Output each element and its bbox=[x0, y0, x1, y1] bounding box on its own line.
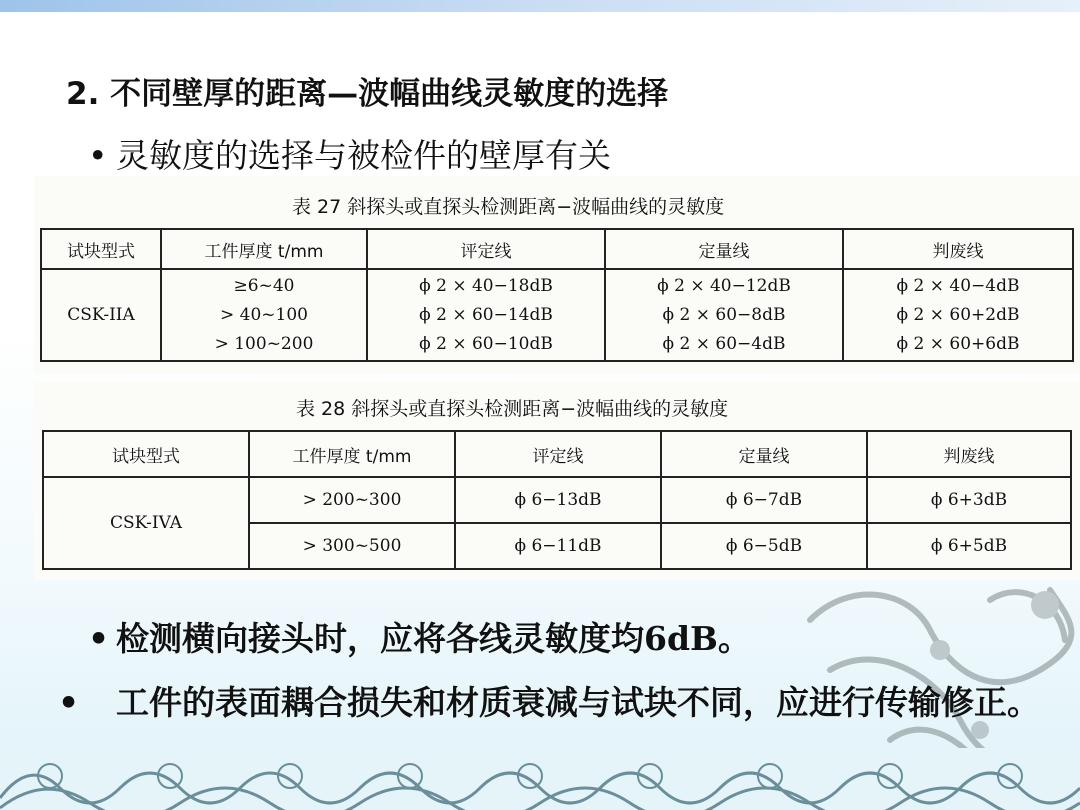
thickness-cell: > 200~300 bbox=[249, 477, 455, 523]
assess-cell: ϕ 6−13dB bbox=[455, 477, 661, 523]
table28-scan bbox=[34, 382, 1080, 580]
reject-value: ϕ 2 × 60+2dB bbox=[896, 304, 1020, 325]
quant-value: ϕ 2 × 40−12dB bbox=[657, 275, 791, 296]
bullet-item-3 bbox=[58, 675, 1078, 730]
bullet-item-2 bbox=[88, 613, 751, 660]
header-quant-line: 定量线 bbox=[661, 431, 867, 477]
block-type-cell: CSK-IVA bbox=[43, 477, 249, 569]
thickness-value: > 100~200 bbox=[214, 333, 314, 354]
header-thickness: 工件厚度 t/mm bbox=[249, 431, 455, 477]
quant-value: ϕ 2 × 60−8dB bbox=[662, 304, 786, 325]
header-block-type: 试块型式 bbox=[41, 229, 161, 269]
reject-cell bbox=[843, 269, 1073, 361]
header-reject-line: 判废线 bbox=[843, 229, 1073, 269]
table27-scan bbox=[34, 176, 1080, 374]
table-header-row bbox=[41, 229, 1073, 269]
header-thickness: 工件厚度 t/mm bbox=[161, 229, 367, 269]
bullet-marker: • bbox=[88, 619, 110, 658]
header-assess-line: 评定线 bbox=[367, 229, 605, 269]
table-row bbox=[43, 477, 1071, 523]
header-assess-line: 评定线 bbox=[455, 431, 661, 477]
quant-cell: ϕ 6−7dB bbox=[661, 477, 867, 523]
table27-caption: 表 27 斜探头或直探头检测距离−波幅曲线的灵敏度 bbox=[292, 196, 725, 218]
thickness-cell: > 300~500 bbox=[249, 523, 455, 569]
header-reject-line: 判废线 bbox=[867, 431, 1071, 477]
thickness-cell bbox=[161, 269, 367, 361]
table28 bbox=[42, 430, 1072, 570]
assess-value: ϕ 2 × 40−18dB bbox=[419, 275, 553, 296]
table27 bbox=[40, 228, 1074, 362]
reject-value: ϕ 2 × 40−4dB bbox=[896, 275, 1020, 296]
assess-cell bbox=[367, 269, 605, 361]
thickness-value: ≥6~40 bbox=[233, 275, 295, 296]
reject-value: ϕ 2 × 60+6dB bbox=[896, 333, 1020, 354]
assess-cell: ϕ 6−11dB bbox=[455, 523, 661, 569]
header-block-type: 试块型式 bbox=[43, 431, 249, 477]
bullet-marker: • bbox=[58, 683, 80, 722]
bullet-text: 灵敏度的选择与被检件的壁厚有关 bbox=[116, 136, 611, 175]
table28-caption: 表 28 斜探头或直探头检测距离−波幅曲线的灵敏度 bbox=[296, 398, 729, 420]
thickness-value: > 40~100 bbox=[220, 304, 308, 325]
quant-cell bbox=[605, 269, 843, 361]
table-row bbox=[41, 269, 1073, 361]
quant-value: ϕ 2 × 60−4dB bbox=[662, 333, 786, 354]
table-header-row bbox=[43, 431, 1071, 477]
reject-cell: ϕ 6+3dB bbox=[867, 477, 1071, 523]
reject-cell: ϕ 6+5dB bbox=[867, 523, 1071, 569]
block-type-cell: CSK-IIA bbox=[41, 269, 161, 361]
header-quant-line: 定量线 bbox=[605, 229, 843, 269]
wave-border-ornament-icon bbox=[0, 748, 1080, 810]
bullet-text: 工件的表面耦合损失和材质衰减与试块不同，应进行传输修正。 bbox=[116, 683, 1040, 722]
bullet-marker: • bbox=[88, 136, 108, 175]
assess-value: ϕ 2 × 60−14dB bbox=[419, 304, 553, 325]
bullet-text: 检测横向接头时，应将各线灵敏度均6dB。 bbox=[116, 619, 751, 658]
assess-value: ϕ 2 × 60−10dB bbox=[419, 333, 553, 354]
top-accent-bar bbox=[0, 0, 1080, 12]
slide-heading: 2. 不同壁厚的距离—波幅曲线灵敏度的选择 bbox=[66, 76, 669, 112]
bullet-item-1 bbox=[88, 130, 611, 177]
quant-cell: ϕ 6−5dB bbox=[661, 523, 867, 569]
